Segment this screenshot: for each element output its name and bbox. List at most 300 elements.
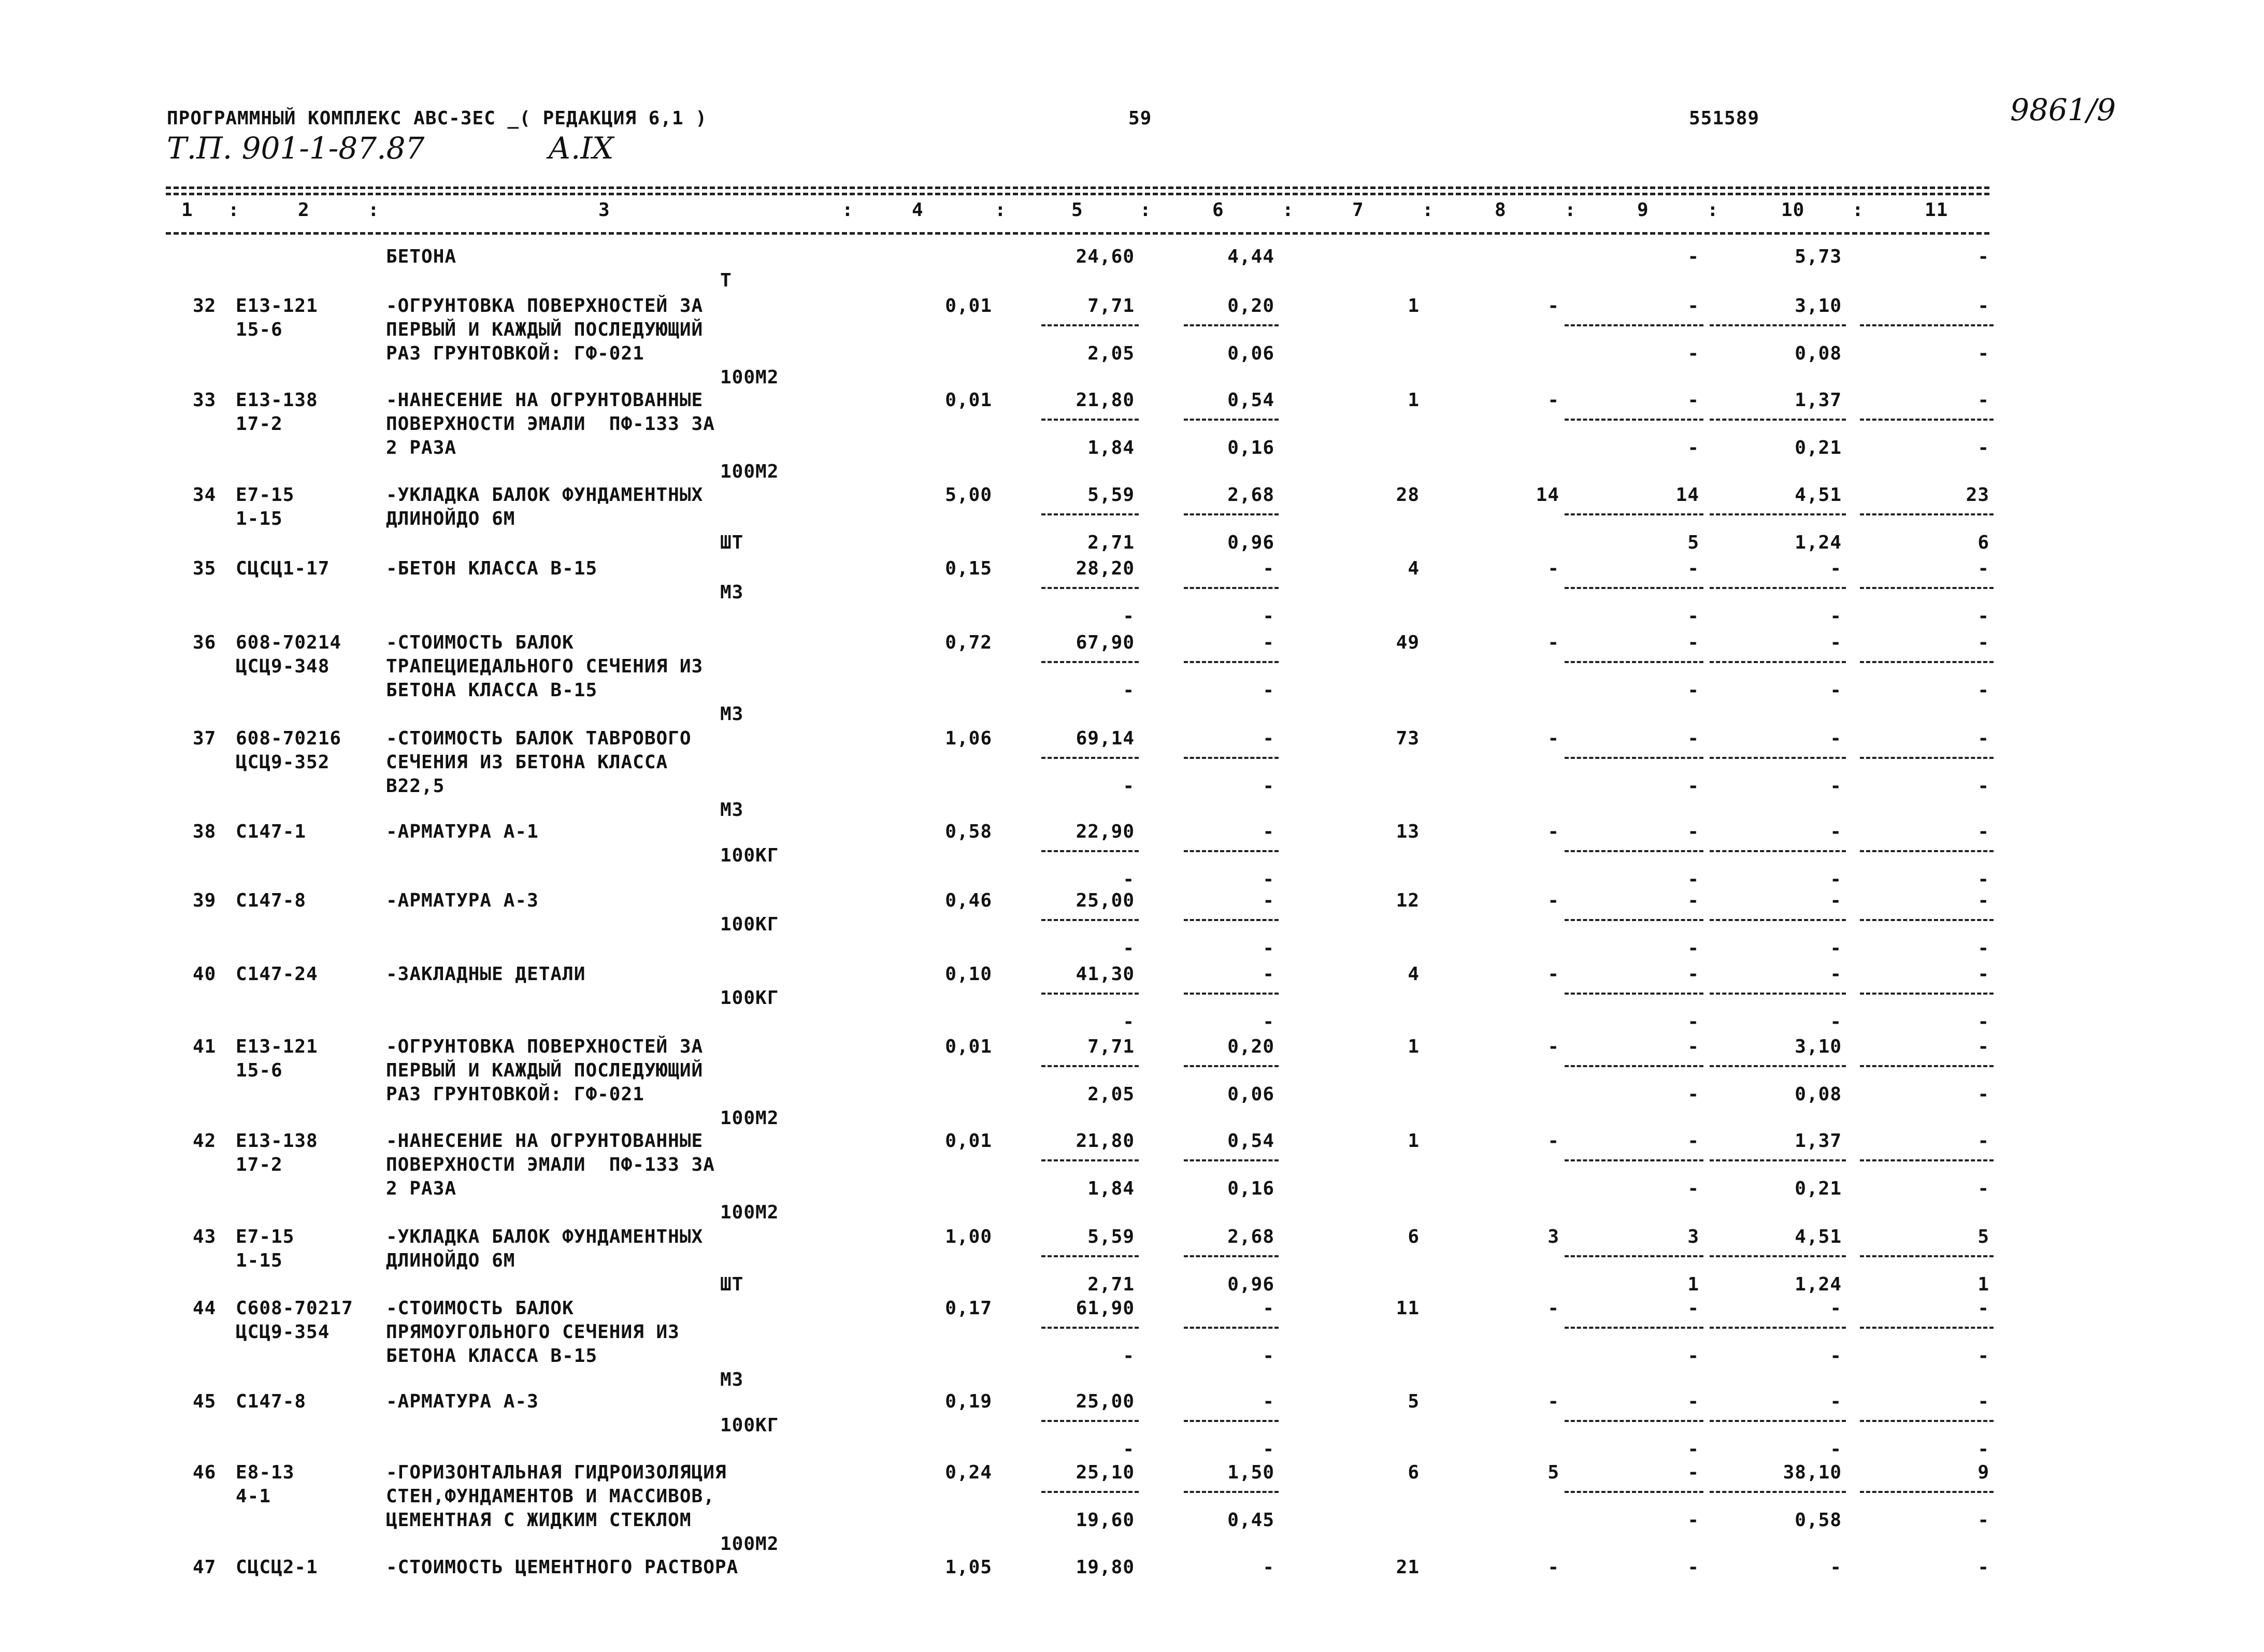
cell-c11-upper: - [1978, 558, 1989, 579]
cell-c5-lower: 1,84 [1087, 437, 1135, 458]
cell-c11-upper: - [1978, 1557, 1989, 1578]
cell-divider [1710, 587, 1846, 589]
cell-divider [1184, 850, 1279, 852]
cell-divider [1710, 1327, 1846, 1329]
row-description: ДЛИНОЙДО 6М [386, 1250, 515, 1271]
cell-c8: 5 [1547, 1462, 1559, 1483]
cell-divider [1184, 993, 1279, 995]
column-header-10: 10 [1781, 199, 1805, 221]
cell-divider [1710, 850, 1846, 852]
cell-c6-upper: 0,20 [1227, 295, 1274, 317]
row-description: -СТОИМОСТЬ ЦЕМЕНТНОГО РАСТВОРА [386, 1557, 739, 1578]
cell-divider [1565, 324, 1703, 326]
cell-c6-upper: - [1263, 1557, 1274, 1578]
cell-c11-upper: - [1978, 295, 1989, 317]
row-code: С147-8 [236, 890, 307, 911]
row-code: С147-1 [236, 821, 307, 842]
cell-c10-upper: 3,10 [1795, 1036, 1842, 1057]
cell-c5-upper: 21,80 [1076, 390, 1135, 411]
cell-divider [1041, 919, 1139, 921]
row-quantity: 1,00 [945, 1226, 992, 1247]
cell-c10-upper: - [1830, 890, 1842, 911]
cell-divider [1710, 1491, 1846, 1493]
row-code: 17-2 [236, 1154, 283, 1175]
cell-c7: 12 [1396, 890, 1420, 911]
cell-divider [1565, 513, 1703, 515]
cell-divider [1041, 1159, 1139, 1161]
cell-c8: 3 [1547, 1226, 1559, 1247]
row-code: Е13-121 [236, 295, 318, 317]
cell-c10-lower: 1,24 [1795, 532, 1842, 553]
cell-c10-lower: 0,58 [1795, 1510, 1842, 1531]
cell-c7: 6 [1408, 1462, 1420, 1483]
cell-c9-lower: 1 [1687, 1274, 1699, 1295]
row-code: СЦСЦ1-17 [236, 558, 330, 579]
cell-c7: 5 [1408, 1391, 1420, 1412]
cell-c5-upper: 21,80 [1076, 1130, 1135, 1152]
cell-divider [1184, 1420, 1279, 1422]
cell-c8: - [1547, 1557, 1559, 1578]
row-code: ЦСЦ9-354 [236, 1321, 330, 1343]
row-unit: 100М2 [720, 1108, 779, 1129]
cell-c9-upper: - [1687, 1130, 1699, 1152]
cell-c11-upper: 9 [1978, 1462, 1989, 1483]
row-description: СЕЧЕНИЯ ИЗ БЕТОНА КЛАССА [386, 752, 668, 773]
row-code: ЦСЦ9-348 [236, 656, 330, 677]
cell-c9-upper: - [1687, 728, 1699, 749]
cell-c5-upper: 7,71 [1087, 1036, 1135, 1057]
cell-c6-upper: - [1263, 728, 1274, 749]
cell-divider [1565, 757, 1703, 759]
cell-divider [1565, 661, 1703, 663]
row-description: -ОГРУНТОВКА ПОВЕРХНОСТЕЙ ЗА [386, 1036, 704, 1057]
cell-c7: 1 [1408, 1036, 1420, 1057]
cell-c11-lower: - [1978, 775, 1989, 797]
row-description: ПРЯМОУГОЛЬНОГО СЕЧЕНИЯ ИЗ [386, 1321, 680, 1343]
cell-c10-upper: 4,51 [1795, 484, 1842, 506]
cell-c10-upper: - [1830, 632, 1842, 653]
cell-divider [1860, 1255, 1994, 1257]
cell-c10-upper: 4,51 [1795, 1226, 1842, 1247]
cell-c11-upper: - [1978, 246, 1989, 267]
cell-c6-lower: 0,06 [1227, 1084, 1274, 1105]
cell-c6-upper: - [1263, 1298, 1274, 1319]
cell-c9-lower: - [1687, 437, 1699, 458]
cell-c7: 11 [1396, 1298, 1420, 1319]
row-number: 34 [193, 484, 217, 506]
row-description: -УКЛАДКА БАЛОК ФУНДАМЕНТНЫХ [386, 1226, 704, 1247]
cell-c11-upper: - [1978, 390, 1989, 411]
cell-c6-lower: 0,16 [1227, 1178, 1274, 1199]
cell-c9-lower: - [1687, 343, 1699, 364]
row-description: ПОВЕРХНОСТИ ЭМАЛИ ПФ-133 ЗА [386, 413, 715, 435]
row-number: 38 [193, 821, 217, 842]
cell-c7: 49 [1396, 632, 1420, 653]
cell-divider [1041, 513, 1139, 515]
row-number: 41 [193, 1036, 217, 1057]
cell-divider [1184, 587, 1279, 589]
cell-divider [1184, 919, 1279, 921]
column-header-3: 3 [598, 199, 610, 221]
row-description: -НАНЕСЕНИЕ НА ОГРУНТОВАННЫЕ [386, 390, 704, 411]
cell-c6-lower: - [1263, 775, 1274, 797]
row-description: БЕТОНА [386, 246, 457, 267]
row-number: 32 [193, 295, 217, 317]
row-description: ПОВЕРХНОСТИ ЭМАЛИ ПФ-133 ЗА [386, 1154, 715, 1175]
cell-c5-upper: 28,20 [1076, 558, 1135, 579]
cell-c9-upper: - [1687, 390, 1699, 411]
cell-divider [1041, 1065, 1139, 1067]
cell-c5-upper: 5,59 [1087, 1226, 1135, 1247]
cell-c6-lower: - [1263, 606, 1274, 627]
row-code: Е7-15 [236, 484, 295, 506]
cell-c6-upper: - [1263, 632, 1274, 653]
cell-c10-upper: 3,10 [1795, 295, 1842, 317]
cell-c6-lower: - [1263, 680, 1274, 701]
row-description: -СТОИМОСТЬ БАЛОК ТАВРОВОГО [386, 728, 692, 749]
cell-c9-lower: - [1687, 1084, 1699, 1105]
row-quantity: 0,10 [945, 964, 992, 985]
column-header-5: 5 [1071, 199, 1083, 221]
cell-c11-upper: 23 [1966, 484, 1989, 506]
cell-c5-upper: 69,14 [1076, 728, 1135, 749]
cell-c5-lower: - [1123, 1439, 1135, 1460]
cell-divider [1041, 1491, 1139, 1493]
row-description: ДЛИНОЙДО 6М [386, 508, 515, 529]
cell-c10-lower: - [1830, 1439, 1842, 1460]
row-quantity: 1,06 [945, 728, 992, 749]
row-code: 4-1 [236, 1486, 271, 1507]
row-unit: М3 [720, 703, 744, 725]
cell-c5-lower: - [1123, 680, 1135, 701]
cell-c9-upper: - [1687, 1036, 1699, 1057]
cell-divider [1565, 1065, 1703, 1067]
cell-divider [1710, 993, 1846, 995]
cell-divider [1565, 1327, 1703, 1329]
project-number: Т.П. 901-1-87.87 [167, 131, 425, 166]
cell-divider [1041, 993, 1139, 995]
cell-c10-upper: - [1830, 1391, 1842, 1412]
cell-c9-upper: - [1687, 1462, 1699, 1483]
row-number: 36 [193, 632, 217, 653]
cell-c11-lower: - [1978, 1084, 1989, 1105]
cell-divider [1184, 1065, 1279, 1067]
row-code: 15-6 [236, 319, 283, 340]
cell-c9-lower: - [1687, 1345, 1699, 1367]
cell-c10-lower: - [1830, 775, 1842, 797]
column-header-2: 2 [298, 199, 310, 221]
cell-divider [1860, 661, 1994, 663]
cell-c11-upper: - [1978, 1298, 1989, 1319]
row-description: СТЕН,ФУНДАМЕНТОВ И МАССИВОВ, [386, 1486, 715, 1507]
row-quantity: 5,00 [945, 484, 992, 506]
cell-c10-lower: - [1830, 606, 1842, 627]
cell-c6-upper: 0,54 [1227, 1130, 1274, 1152]
row-description: -ЗАКЛАДНЫЕ ДЕТАЛИ [386, 964, 586, 985]
cell-c9-upper: 3 [1687, 1226, 1699, 1247]
cell-divider [1710, 419, 1846, 421]
row-unit: 100КГ [720, 987, 779, 1009]
cell-c9-upper: - [1687, 890, 1699, 911]
cell-c11-lower: - [1978, 938, 1989, 959]
cell-divider [1184, 513, 1279, 515]
cell-c6-upper: - [1263, 890, 1274, 911]
cell-c8: - [1547, 1391, 1559, 1412]
cell-c11-upper: - [1978, 964, 1989, 985]
cell-divider [1860, 757, 1994, 759]
cell-c11-lower: - [1978, 606, 1989, 627]
row-description: -СТОИМОСТЬ БАЛОК [386, 632, 574, 653]
cell-c7: 1 [1408, 1130, 1420, 1152]
cell-divider [1184, 1491, 1279, 1493]
cell-c9-upper: - [1687, 1391, 1699, 1412]
cell-c9-upper: - [1687, 964, 1699, 985]
cell-divider [1860, 1159, 1994, 1161]
row-description: ТРАПЕЦИЕДАЛЬНОГО СЕЧЕНИЯ ИЗ [386, 656, 704, 677]
cell-c10-lower: - [1830, 938, 1842, 959]
row-quantity: 0,58 [945, 821, 992, 842]
row-number: 42 [193, 1130, 217, 1152]
row-quantity: 1,05 [945, 1557, 992, 1578]
cell-c10-lower: 0,08 [1795, 343, 1842, 364]
cell-c8: - [1547, 964, 1559, 985]
cell-divider [1565, 1255, 1703, 1257]
header-rule-top [166, 186, 1989, 189]
cell-c7: 1 [1408, 390, 1420, 411]
cell-c11-lower: - [1978, 1011, 1989, 1032]
cell-c10-upper: - [1830, 728, 1842, 749]
row-description: -УКЛАДКА БАЛОК ФУНДАМЕНТНЫХ [386, 484, 704, 506]
cell-c6-lower: 0,45 [1227, 1510, 1274, 1531]
row-code: С147-8 [236, 1391, 307, 1412]
row-code: 1-15 [236, 1250, 283, 1271]
column-separator: : [1852, 199, 1864, 221]
cell-c8: - [1547, 821, 1559, 842]
cell-c10-lower: - [1830, 1345, 1842, 1367]
row-code: С608-70217 [236, 1298, 353, 1319]
cell-c10-lower: 0,21 [1795, 1178, 1842, 1199]
cell-c6-upper: 4,44 [1227, 246, 1274, 267]
row-code: С147-24 [236, 964, 318, 985]
row-quantity: 0,01 [945, 1036, 992, 1057]
cell-c6-upper: 2,68 [1227, 1226, 1274, 1247]
cell-c11-lower: - [1978, 1178, 1989, 1199]
cell-c11-lower: - [1978, 437, 1989, 458]
row-unit: М3 [720, 1369, 744, 1390]
column-header-9: 9 [1637, 199, 1649, 221]
row-number: 37 [193, 728, 217, 749]
cell-c8: - [1547, 558, 1559, 579]
row-number: 46 [193, 1462, 217, 1483]
row-description: -СТОИМОСТЬ БАЛОК [386, 1298, 574, 1319]
row-number: 39 [193, 890, 217, 911]
cell-divider [1710, 919, 1846, 921]
cell-c5-lower: 2,71 [1087, 1274, 1135, 1295]
row-code: 608-70214 [236, 632, 342, 653]
cell-c5-upper: 41,30 [1076, 964, 1135, 985]
cell-c9-lower: - [1687, 1439, 1699, 1460]
row-unit: 100М2 [720, 1202, 779, 1223]
cell-c7: 6 [1408, 1226, 1420, 1247]
row-number: 44 [193, 1298, 217, 1319]
row-code: ЦСЦ9-352 [236, 752, 330, 773]
cell-c5-upper: 5,59 [1087, 484, 1135, 506]
row-description: -АРМАТУРА А-3 [386, 890, 539, 911]
cell-c8: - [1547, 1298, 1559, 1319]
cell-divider [1860, 587, 1994, 589]
cell-divider [1041, 1420, 1139, 1422]
row-number: 35 [193, 558, 217, 579]
cell-c6-lower: - [1263, 869, 1274, 890]
cell-c11-upper: - [1978, 1036, 1989, 1057]
row-unit: ШТ [720, 1274, 744, 1295]
cell-divider [1565, 587, 1703, 589]
cell-c10-upper: - [1830, 821, 1842, 842]
column-separator: : [842, 199, 854, 221]
cell-c8: - [1547, 295, 1559, 317]
column-separator: : [1707, 199, 1719, 221]
cell-c7: 73 [1396, 728, 1420, 749]
cell-c5-upper: 24,60 [1076, 246, 1135, 267]
column-header-7: 7 [1352, 199, 1364, 221]
row-unit: 100КГ [720, 1415, 779, 1436]
cell-divider [1184, 324, 1279, 326]
cell-c9-upper: 14 [1675, 484, 1699, 506]
cell-c9-lower: - [1687, 680, 1699, 701]
cell-c9-lower: - [1687, 938, 1699, 959]
cell-c5-lower: - [1123, 869, 1135, 890]
cell-c10-upper: 38,10 [1783, 1462, 1842, 1483]
cell-divider [1041, 850, 1139, 852]
cell-divider [1710, 513, 1846, 515]
row-quantity: 0,19 [945, 1391, 992, 1412]
cell-c5-lower: 2,71 [1087, 532, 1135, 553]
cell-c9-upper: - [1687, 558, 1699, 579]
cell-divider [1041, 419, 1139, 421]
cell-c5-lower: - [1123, 1345, 1135, 1367]
corner-handwritten-note: 9861/9 [2010, 92, 2116, 127]
cell-divider [1860, 850, 1994, 852]
cell-divider [1041, 757, 1139, 759]
column-separator: : [1140, 199, 1152, 221]
cell-c9-upper: - [1687, 1298, 1699, 1319]
cell-divider [1860, 919, 1994, 921]
cell-divider [1184, 1327, 1279, 1329]
cell-divider [1860, 1065, 1994, 1067]
cell-divider [1184, 1255, 1279, 1257]
cell-divider [1565, 1159, 1703, 1161]
cell-divider [1565, 919, 1703, 921]
cell-divider [1565, 1491, 1703, 1493]
cell-c8: - [1547, 890, 1559, 911]
cell-c9-upper: - [1687, 632, 1699, 653]
cell-c5-lower: - [1123, 938, 1135, 959]
row-quantity: 0,01 [945, 1130, 992, 1152]
cell-c5-upper: 67,90 [1076, 632, 1135, 653]
row-description: -АРМАТУРА А-3 [386, 1391, 539, 1412]
row-quantity: 0,24 [945, 1462, 992, 1483]
cell-c11-upper: - [1978, 821, 1989, 842]
cell-c7: 21 [1396, 1557, 1420, 1578]
cell-c10-upper: - [1830, 1557, 1842, 1578]
row-code: Е13-121 [236, 1036, 318, 1057]
row-quantity: 0,17 [945, 1298, 992, 1319]
cell-divider [1860, 993, 1994, 995]
row-description: -ОГРУНТОВКА ПОВЕРХНОСТЕЙ ЗА [386, 295, 704, 317]
row-description: БЕТОНА КЛАССА В-15 [386, 680, 598, 701]
row-unit: М3 [720, 582, 744, 603]
cell-c10-lower: 1,24 [1795, 1274, 1842, 1295]
row-description: -БЕТОН КЛАССА В-15 [386, 558, 598, 579]
cell-c6-upper: - [1263, 821, 1274, 842]
cell-c11-lower: - [1978, 680, 1989, 701]
row-number: 47 [193, 1557, 217, 1578]
cell-c5-lower: - [1123, 775, 1135, 797]
cell-c7: 4 [1408, 964, 1420, 985]
cell-c7: 13 [1396, 821, 1420, 842]
cell-divider [1860, 1420, 1994, 1422]
cell-c9-lower: - [1687, 606, 1699, 627]
column-header-8: 8 [1495, 199, 1507, 221]
cell-c11-upper: - [1978, 728, 1989, 749]
cell-c10-lower: - [1830, 869, 1842, 890]
cell-divider [1184, 757, 1279, 759]
column-header-4: 4 [912, 199, 924, 221]
row-unit: Т [720, 270, 732, 291]
cell-divider [1041, 661, 1139, 663]
row-number: 33 [193, 390, 217, 411]
cell-c6-upper: - [1263, 558, 1274, 579]
cell-c6-upper: 2,68 [1227, 484, 1274, 506]
column-separator: : [1422, 199, 1434, 221]
row-quantity: 0,01 [945, 295, 992, 317]
cell-divider [1710, 1420, 1846, 1422]
cell-c9-upper: - [1687, 246, 1699, 267]
row-unit: 100КГ [720, 845, 779, 866]
cell-c6-lower: 0,06 [1227, 343, 1274, 364]
cell-divider [1860, 1327, 1994, 1329]
cell-c11-upper: 5 [1978, 1226, 1989, 1247]
row-code: 1-15 [236, 508, 283, 529]
cell-c10-upper: - [1830, 964, 1842, 985]
row-unit: М3 [720, 799, 744, 821]
cell-c11-lower: 1 [1978, 1274, 1989, 1295]
row-description: РАЗ ГРУНТОВКОЙ: ГФ-021 [386, 343, 644, 364]
row-unit: 100М2 [720, 367, 779, 388]
cell-c5-upper: 25,00 [1076, 1391, 1135, 1412]
cell-c9-lower: - [1687, 1178, 1699, 1199]
row-number: 43 [193, 1226, 217, 1247]
row-description: ЦЕМЕНТНАЯ С ЖИДКИМ СТЕКЛОМ [386, 1510, 692, 1531]
program-title: ПРОГРАММНЫЙ КОМПЛЕКС АВС-3ЕС _( РЕДАКЦИЯ 6,1 ) [167, 108, 707, 129]
cell-c10-lower: 0,21 [1795, 437, 1842, 458]
cell-c7: 28 [1396, 484, 1420, 506]
cell-c5-lower: - [1123, 606, 1135, 627]
cell-c5-lower: 1,84 [1087, 1178, 1135, 1199]
cell-c6-lower: 0,16 [1227, 437, 1274, 458]
row-description: ПЕРВЫЙ И КАЖДЫЙ ПОСЛЕДУЮЩИЙ [386, 1060, 704, 1081]
cell-c5-lower: - [1123, 1011, 1135, 1032]
column-header-6: 6 [1212, 199, 1224, 221]
column-separator: : [995, 199, 1007, 221]
row-description: -АРМАТУРА А-1 [386, 821, 539, 842]
cell-c11-lower: - [1978, 343, 1989, 364]
cell-c10-lower: 0,08 [1795, 1084, 1842, 1105]
column-header-1: 1 [181, 199, 193, 221]
cell-divider [1710, 324, 1846, 326]
cell-c9-lower: 5 [1687, 532, 1699, 553]
cell-c7: 1 [1408, 295, 1420, 317]
